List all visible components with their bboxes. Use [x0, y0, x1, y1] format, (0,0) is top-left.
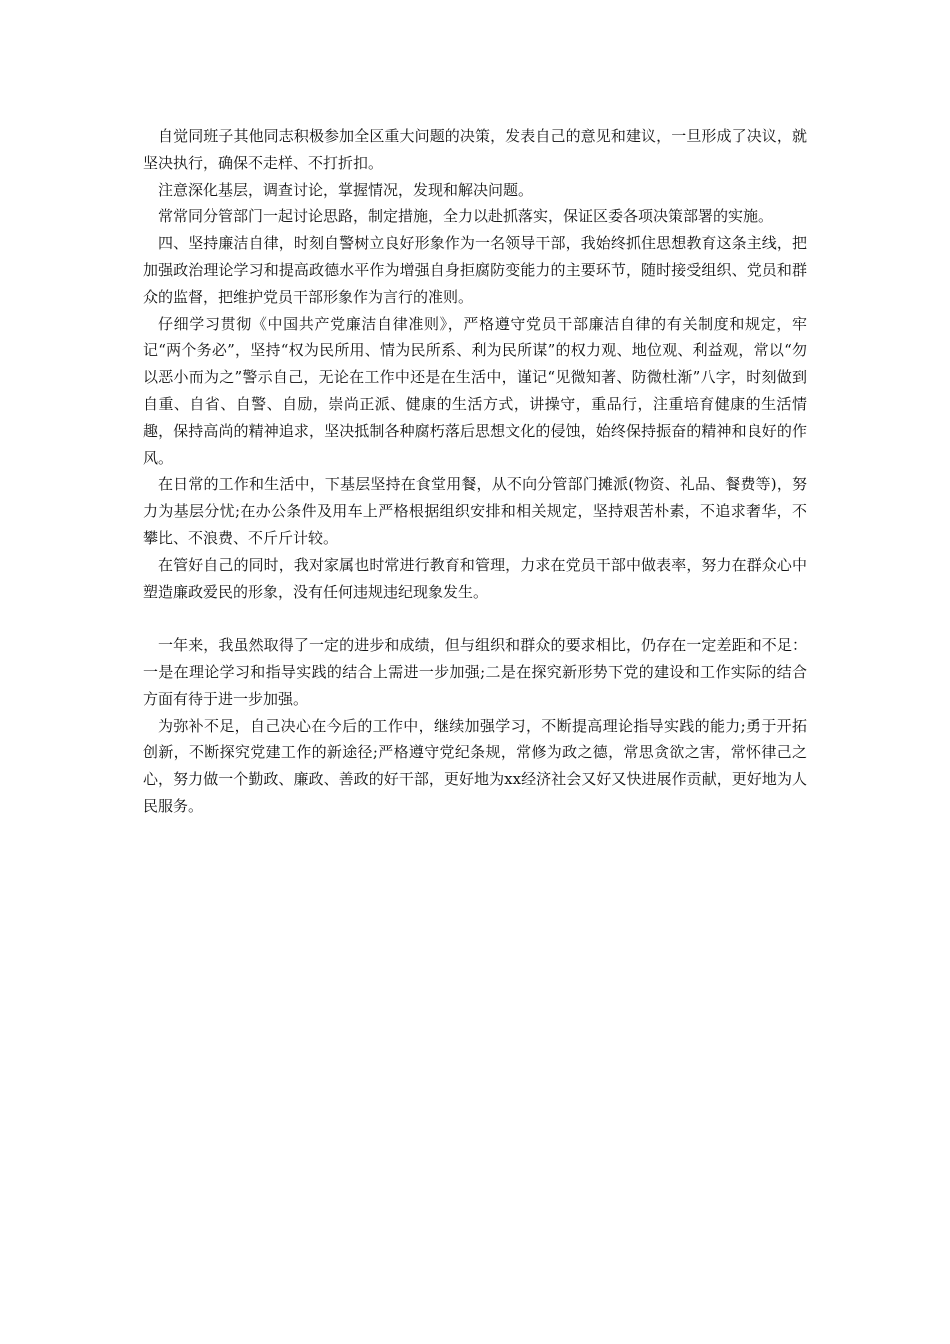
- paragraph-grassroots-investigation: 注意深化基层，调查讨论，掌握情况，发现和解决问题。: [158, 180, 534, 199]
- paragraph-self-discipline-rules: 仔细学习贯彻《中国共产党廉洁自律准则》，严格遵守党员干部廉洁自律的有关制度和规定，牢记“两个务必”，坚持“权为民所用、情为民所系、利为民所谋”的权力观、地位观、利益观，常以“勿以恶小而为之”警示自己，无论在工作中还是在生活中，谨记“见微知著、防微杜渐”八字，时刻做到自重、自省、自警、自励，崇尚正派、健康的生活方式，讲操守，重品行，注重培育健康的生活情趣，保持高尚的精神追求，坚决抵制各种腐朽落后思想文化的侵蚀，始终保持振奋的精神和良好的作风。: [143, 314, 807, 467]
- document-body: [143, 123, 807, 820]
- paragraph-section-four-integrity: 四、坚持廉洁自律，时刻自警树立良好形象作为一名领导干部，我始终抓住思想教育这条主线，把加强政治理论学习和提高政德水平作为增强自身拒腐防变能力的主要环节，随时接受组织、党员和群众的监督，把维护党员干部形象作为言行的准则。: [143, 234, 807, 306]
- paragraph-implementation: 常常同分管部门一起讨论思路，制定措施，全力以赴抓落实，保证区委各项决策部署的实施。: [158, 207, 774, 226]
- paragraph-daily-conduct: 在日常的工作和生活中，下基层坚持在食堂用餐，从不向分管部门摊派(物资、礼品、餐费等)，努力为基层分忧;在办公条件及用车上严格根据组织安排和相关规定，坚持艰苦朴素，不追求奢华，不攀比、不浪费、不斤斤计较。: [143, 475, 807, 547]
- paragraph-spacer: [143, 605, 807, 632]
- paragraph-family-management: 在管好自己的同时，我对家属也时常进行教育和管理，力求在党员干部中做表率，努力在群众心中塑造廉政爱民的形象，没有任何违规违纪现象发生。: [143, 555, 807, 601]
- paragraph-decision-participation: 自觉同班子其他同志积极参加全区重大问题的决策，发表自己的意见和建议，一旦形成了决议，就坚决执行，确保不走样、不打折扣。: [143, 127, 807, 172]
- paragraph-shortcomings: 一年来，我虽然取得了一定的进步和成绩，但与组织和群众的要求相比，仍存在一定差距和不足：一是在理论学习和指导实践的结合上需进一步加强;二是在探究新形势下党的建设和工作实际的结合方面有待于进一步加强。: [143, 636, 807, 708]
- paragraph-improvement-plan: 为弥补不足，自己决心在今后的工作中，继续加强学习，不断提高理论指导实践的能力;勇于开拓创新，不断探究党建工作的新途径;严格遵守党纪条规，常修为政之德，常思贪欲之害，常怀律己之心，努力做一个勤政、廉政、善政的好干部，更好地为xx经济社会又好又快进展作贡献，更好地为人民服务。: [143, 716, 807, 815]
